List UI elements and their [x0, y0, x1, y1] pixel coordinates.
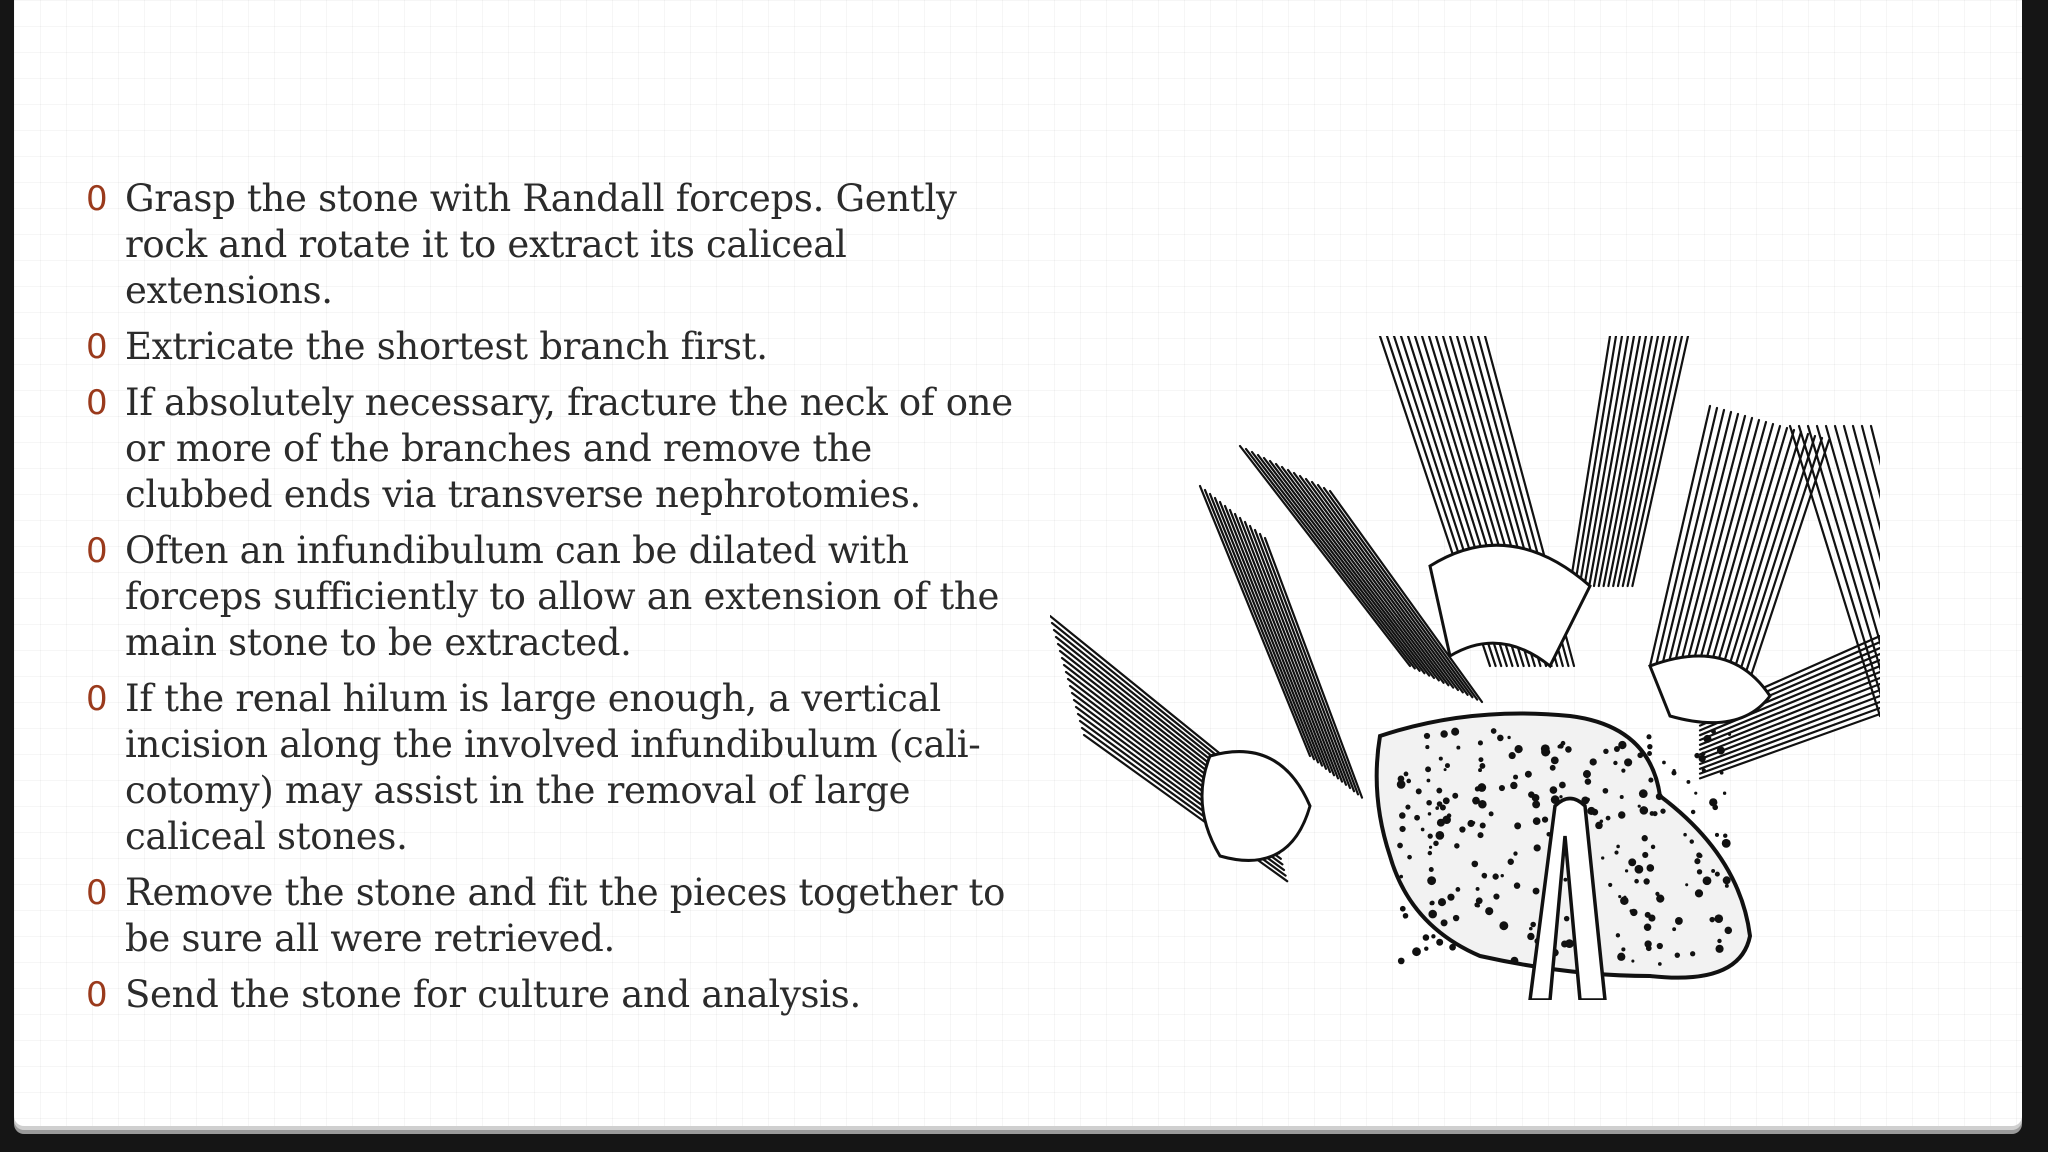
bullet-text: Send the stone for culture and analysis.: [125, 973, 861, 1016]
stone-texture-dot: [1435, 831, 1444, 840]
stone-texture-dot: [1452, 793, 1458, 799]
stone-texture-dot: [1660, 809, 1665, 814]
stone-texture-dot: [1723, 876, 1731, 884]
stone-texture-dot: [1616, 845, 1620, 849]
stone-texture-dot: [1437, 801, 1443, 807]
stone-texture-dot: [1695, 889, 1703, 897]
stone-texture-dot: [1508, 859, 1514, 865]
stone-texture-dot: [1711, 869, 1715, 873]
stone-texture-dot: [1725, 884, 1729, 888]
surgical-illustration-icon: [1050, 336, 1880, 1000]
stone-texture-dot: [1728, 733, 1731, 736]
stone-texture-dot: [1428, 910, 1437, 919]
stone-texture-dot: [1618, 741, 1626, 749]
stone-texture-dot: [1436, 939, 1443, 946]
stone-texture-dot: [1477, 832, 1483, 838]
stone-texture-dot: [1435, 806, 1439, 810]
stone-texture-dot: [1628, 858, 1636, 866]
stone-texture-dot: [1489, 811, 1494, 816]
stone-texture-dot: [1499, 921, 1508, 930]
stone-texture-dot: [1642, 835, 1648, 841]
stone-texture-dot: [1564, 916, 1570, 922]
stone-texture-dot: [1671, 770, 1676, 775]
stone-texture-dot: [1709, 798, 1717, 806]
stone-texture-dot: [1424, 733, 1430, 739]
stone-texture-dot: [1635, 865, 1644, 874]
bullet-text: If the renal hilum is large enough, a vertical incision along the involved infundibulum (cali-cotomy) may assist in the removal of large caliceal stones.: [125, 677, 981, 858]
stone-texture-dot: [1451, 728, 1459, 736]
stone-texture-dot: [1478, 740, 1483, 745]
stone-texture-dot: [1647, 864, 1655, 872]
stone-texture-dot: [1709, 917, 1714, 922]
stone-texture-dot: [1429, 846, 1432, 849]
stone-texture-dot: [1621, 947, 1625, 951]
stone-texture-dot: [1646, 734, 1651, 739]
muscle-fiber-line: [1288, 470, 1448, 685]
stone-texture-dot: [1425, 745, 1429, 749]
bullet-marker-icon: 0: [86, 679, 108, 719]
stone-texture-dot: [1478, 800, 1487, 809]
bullet-marker-icon: 0: [86, 179, 108, 219]
stone-texture-dot: [1425, 766, 1431, 772]
bullet-item: [86, 176, 1026, 314]
stone-texture-dot: [1642, 852, 1648, 858]
stone-texture-dot: [1648, 778, 1653, 783]
stone-texture-dot: [1720, 771, 1724, 775]
kidney-tissue-right: [1650, 656, 1770, 723]
stone-texture-dot: [1703, 735, 1711, 743]
muscle-fiber-line: [1246, 449, 1415, 668]
stone-texture-dot: [1454, 843, 1459, 848]
stone-texture-dot: [1431, 934, 1435, 938]
stone-texture-dot: [1513, 851, 1517, 855]
stone-texture-dot: [1534, 844, 1541, 851]
stone-texture-dot: [1447, 813, 1452, 818]
stone-texture-dot: [1685, 883, 1688, 886]
bullet-item: [86, 324, 1026, 370]
stone-texture-dot: [1421, 828, 1425, 832]
stone-texture-dot: [1514, 882, 1520, 888]
stone-texture-dot: [1424, 946, 1428, 950]
stone-texture-dot: [1436, 788, 1442, 794]
stone-texture-dot: [1443, 797, 1450, 804]
stone-texture-dot: [1507, 736, 1510, 739]
stone-texture-dot: [1513, 775, 1518, 780]
stone-texture-dot: [1698, 854, 1702, 858]
stone-texture-dot: [1441, 919, 1448, 926]
stone-texture-dot: [1697, 869, 1702, 874]
stone-texture-dot: [1603, 749, 1608, 754]
stone-texture-dot: [1644, 940, 1651, 947]
stone-texture-dot: [1550, 786, 1558, 794]
stone-texture-dot: [1404, 772, 1409, 777]
stone-texture-dot: [1527, 933, 1534, 940]
stone-texture-dot: [1456, 746, 1460, 750]
stone-texture-dot: [1601, 856, 1604, 859]
stone-texture-dot: [1672, 927, 1676, 931]
stone-texture-dot: [1430, 901, 1435, 906]
stone-texture-dot: [1703, 876, 1712, 885]
stone-texture-dot: [1717, 747, 1725, 755]
bullet-marker-icon: 0: [86, 531, 108, 571]
stone-texture-dot: [1475, 786, 1480, 791]
stone-texture-dot: [1620, 897, 1628, 905]
stone-texture-dot: [1621, 769, 1625, 773]
stone-texture-dot: [1472, 821, 1475, 824]
stone-texture-dot: [1438, 898, 1446, 906]
stone-texture-dot: [1590, 758, 1597, 765]
stone-texture-dot: [1643, 878, 1649, 884]
stone-texture-dot: [1648, 914, 1655, 921]
stone-texture-dot: [1550, 765, 1556, 771]
stone-texture-dot: [1694, 792, 1697, 795]
muscle-fiber-line: [1294, 473, 1453, 688]
stone-texture-dot: [1638, 805, 1641, 808]
stone-texture-dot: [1650, 811, 1655, 816]
stone-texture-dot: [1532, 800, 1540, 808]
bullet-text: Remove the stone and fit the pieces together to be sure all were retrieved.: [125, 871, 1006, 960]
stone-texture-dot: [1614, 851, 1618, 855]
stone-texture-dot: [1473, 799, 1478, 804]
stone-texture-dot: [1423, 934, 1430, 941]
stone-texture-dot: [1407, 855, 1412, 860]
stone-texture-dot: [1640, 806, 1649, 815]
bullet-item: [86, 380, 1026, 518]
stone-texture-dot: [1586, 798, 1590, 802]
stone-texture-dot: [1634, 879, 1639, 884]
stone-texture-dot: [1702, 768, 1706, 772]
stone-texture-dot: [1399, 812, 1406, 819]
stone-texture-dot: [1528, 791, 1535, 798]
stone-texture-dot: [1492, 873, 1498, 879]
stone-texture-dot: [1429, 867, 1434, 872]
stone-texture-dot: [1563, 878, 1567, 882]
bullet-text: Grasp the stone with Randall forceps. Gently rock and rotate it to extract its caliceal extensions.: [125, 177, 957, 312]
bullet-marker-icon: 0: [86, 383, 108, 423]
stone-texture-dot: [1398, 958, 1405, 965]
muscle-fiber-line: [1220, 502, 1326, 769]
stone-texture-dot: [1651, 845, 1655, 849]
stone-texture-dot: [1637, 752, 1643, 758]
stone-texture-dot: [1639, 789, 1648, 798]
stone-texture-dot: [1403, 915, 1406, 918]
bullet-item: [86, 972, 1026, 1018]
stone-texture-dot: [1725, 927, 1733, 935]
stone-texture-dot: [1416, 788, 1422, 794]
stone-texture-dot: [1514, 745, 1522, 753]
stone-texture-dot: [1440, 730, 1447, 737]
stone-texture-dot: [1723, 834, 1727, 838]
stone-texture-dot: [1625, 869, 1628, 872]
muscle-fiber-line: [1258, 455, 1424, 673]
stone-texture-dot: [1439, 757, 1443, 761]
stone-texture-dot: [1455, 887, 1460, 892]
stone-texture-dot: [1514, 822, 1521, 829]
stone-texture-dot: [1529, 927, 1533, 931]
stone-texture-dot: [1656, 793, 1663, 800]
muscle-fiber-line: [1678, 416, 1745, 674]
stone-texture-dot: [1691, 810, 1695, 814]
stone-texture-dot: [1559, 795, 1562, 798]
stone-texture-dot: [1483, 875, 1487, 879]
muscle-fiber-line: [1245, 522, 1346, 785]
stone-texture-dot: [1405, 804, 1410, 809]
stone-texture-dot: [1445, 763, 1450, 768]
stone-texture-dot: [1510, 782, 1517, 789]
stone-texture-dot: [1656, 894, 1664, 902]
muscle-fiber-line: [1225, 506, 1330, 772]
bullet-text: Often an infundibulum can be dilated with forceps sufficiently to allow an extension of the main stone to be extracted.: [125, 529, 1000, 664]
stone-texture-dot: [1699, 755, 1706, 762]
stone-texture-dot: [1485, 907, 1493, 915]
slide: [14, 0, 2022, 1126]
stone-texture-dot: [1433, 841, 1438, 846]
stone-texture-dot: [1542, 817, 1548, 823]
stone-texture-dot: [1399, 826, 1405, 832]
stone-texture-dot: [1478, 757, 1483, 762]
stone-texture-dot: [1715, 833, 1719, 837]
stone-texture-dot: [1551, 757, 1559, 765]
stone-texture-dot: [1541, 744, 1550, 753]
muscle-fiber-line: [1210, 494, 1318, 762]
stone-texture-dot: [1675, 917, 1683, 925]
muscle-fiber-line: [1230, 510, 1334, 775]
stone-texture-dot: [1476, 897, 1483, 904]
surgical-illustration: [1050, 336, 1880, 1000]
muscle-fiber-line: [1628, 336, 1682, 586]
stone-texture-dot: [1449, 944, 1456, 951]
stone-texture-dot: [1600, 820, 1604, 824]
stone-texture-dot: [1583, 770, 1591, 778]
stone-texture-dot: [1533, 888, 1540, 895]
stone-texture-dot: [1631, 960, 1634, 963]
stone-texture-dot: [1428, 812, 1431, 815]
stone-texture-dot: [1714, 914, 1723, 923]
stone-texture-dot: [1630, 909, 1637, 916]
kidney-tissue-left: [1202, 752, 1310, 861]
stone-texture-dot: [1400, 906, 1406, 912]
stone-texture-dot: [1557, 745, 1561, 749]
muscle-fiber-line: [1215, 498, 1322, 766]
stone-texture-dot: [1587, 807, 1595, 815]
stone-texture-dot: [1647, 744, 1652, 749]
bullet-text: If absolutely necessary, fracture the neck of one or more of the branches and remove the clubbed ends via transverse nephrotomies.: [125, 381, 1013, 516]
stone-texture-dot: [1675, 952, 1680, 957]
stone-texture-dot: [1717, 939, 1721, 943]
stone-texture-dot: [1480, 822, 1486, 828]
stone-texture-dot: [1617, 953, 1625, 961]
bullet-marker-icon: 0: [86, 327, 108, 367]
muscle-fiber-line: [1623, 336, 1676, 586]
stone-texture-dot: [1406, 779, 1411, 784]
stone-texture-dot: [1711, 729, 1716, 734]
stone-texture-dot: [1624, 758, 1632, 766]
stone-texture-dot: [1603, 788, 1609, 794]
stone-texture-dot: [1471, 861, 1478, 868]
stone-texture-dot: [1459, 826, 1465, 832]
stone-texture-dot: [1620, 795, 1624, 799]
stone-texture-dot: [1447, 894, 1454, 901]
stone-texture-dot: [1530, 922, 1536, 928]
stone-texture-dot: [1683, 833, 1687, 837]
stone-texture-dot: [1618, 811, 1625, 818]
stone-texture-dot: [1723, 792, 1726, 795]
stone-texture-dot: [1715, 872, 1720, 877]
stone-texture-dot: [1533, 817, 1541, 825]
stone-texture-dot: [1618, 895, 1621, 898]
muscle-fiber-line: [1672, 414, 1738, 672]
stone-texture-dot: [1397, 780, 1406, 789]
stone-texture-dot: [1690, 951, 1695, 956]
bullet-marker-icon: 0: [86, 975, 108, 1015]
bullet-item: [86, 528, 1026, 666]
stone-texture-dot: [1444, 768, 1447, 771]
stone-texture-dot: [1715, 945, 1723, 953]
stone-texture-dot: [1647, 751, 1652, 756]
stone-texture-dot: [1662, 761, 1666, 765]
stone-texture-dot: [1426, 800, 1432, 806]
muscle-fiber-line: [1632, 336, 1688, 586]
stone-texture-dot: [1585, 778, 1592, 785]
stone-texture-dot: [1427, 779, 1431, 783]
stone-texture-dot: [1616, 933, 1620, 937]
stone-texture-dot: [1414, 815, 1420, 821]
stone-texture-dot: [1412, 947, 1421, 956]
stone-texture-dot: [1658, 962, 1662, 966]
stone-texture-dot: [1606, 816, 1611, 821]
stone-texture-dot: [1715, 850, 1718, 853]
stone-texture-dot: [1493, 893, 1499, 899]
retractor-blade: [1430, 545, 1590, 666]
stone-texture-dot: [1657, 943, 1663, 949]
stone-texture-dot: [1497, 735, 1504, 742]
stone-texture-dot: [1397, 843, 1403, 849]
bullet-list: [86, 176, 1026, 1028]
stone-texture-dot: [1453, 915, 1459, 921]
stone-texture-dot: [1525, 771, 1532, 778]
stone-texture-dot: [1479, 763, 1485, 769]
stone-texture-dot: [1476, 887, 1480, 891]
stone-texture-dot: [1722, 839, 1731, 848]
stone-texture-dot: [1686, 780, 1690, 784]
stone-texture-dot: [1491, 728, 1497, 734]
stone-texture-dot: [1511, 957, 1519, 965]
muscle-fiber-line: [1684, 418, 1752, 676]
stone-texture-dot: [1694, 858, 1700, 864]
bullet-item: [86, 870, 1026, 962]
stone-texture-dot: [1501, 874, 1504, 877]
stone-texture-dot: [1565, 939, 1574, 948]
bullet-text: Extricate the shortest branch first.: [125, 325, 768, 368]
stone-texture-dot: [1559, 782, 1566, 789]
stone-texture-dot: [1690, 839, 1694, 843]
stone-texture-dot: [1428, 833, 1433, 838]
stone-texture-dot: [1428, 851, 1432, 855]
bullet-item: [86, 676, 1026, 860]
stone-texture-dot: [1608, 883, 1612, 887]
stone-texture-dot: [1499, 785, 1505, 791]
bullet-marker-icon: 0: [86, 873, 108, 913]
stone-texture-dot: [1399, 875, 1403, 879]
stone-texture-dot: [1427, 876, 1436, 885]
stone-texture-dot: [1565, 746, 1572, 753]
stone-texture-dot: [1613, 761, 1617, 765]
stone-texture-dot: [1509, 752, 1516, 759]
stone-texture-dot: [1644, 924, 1651, 931]
